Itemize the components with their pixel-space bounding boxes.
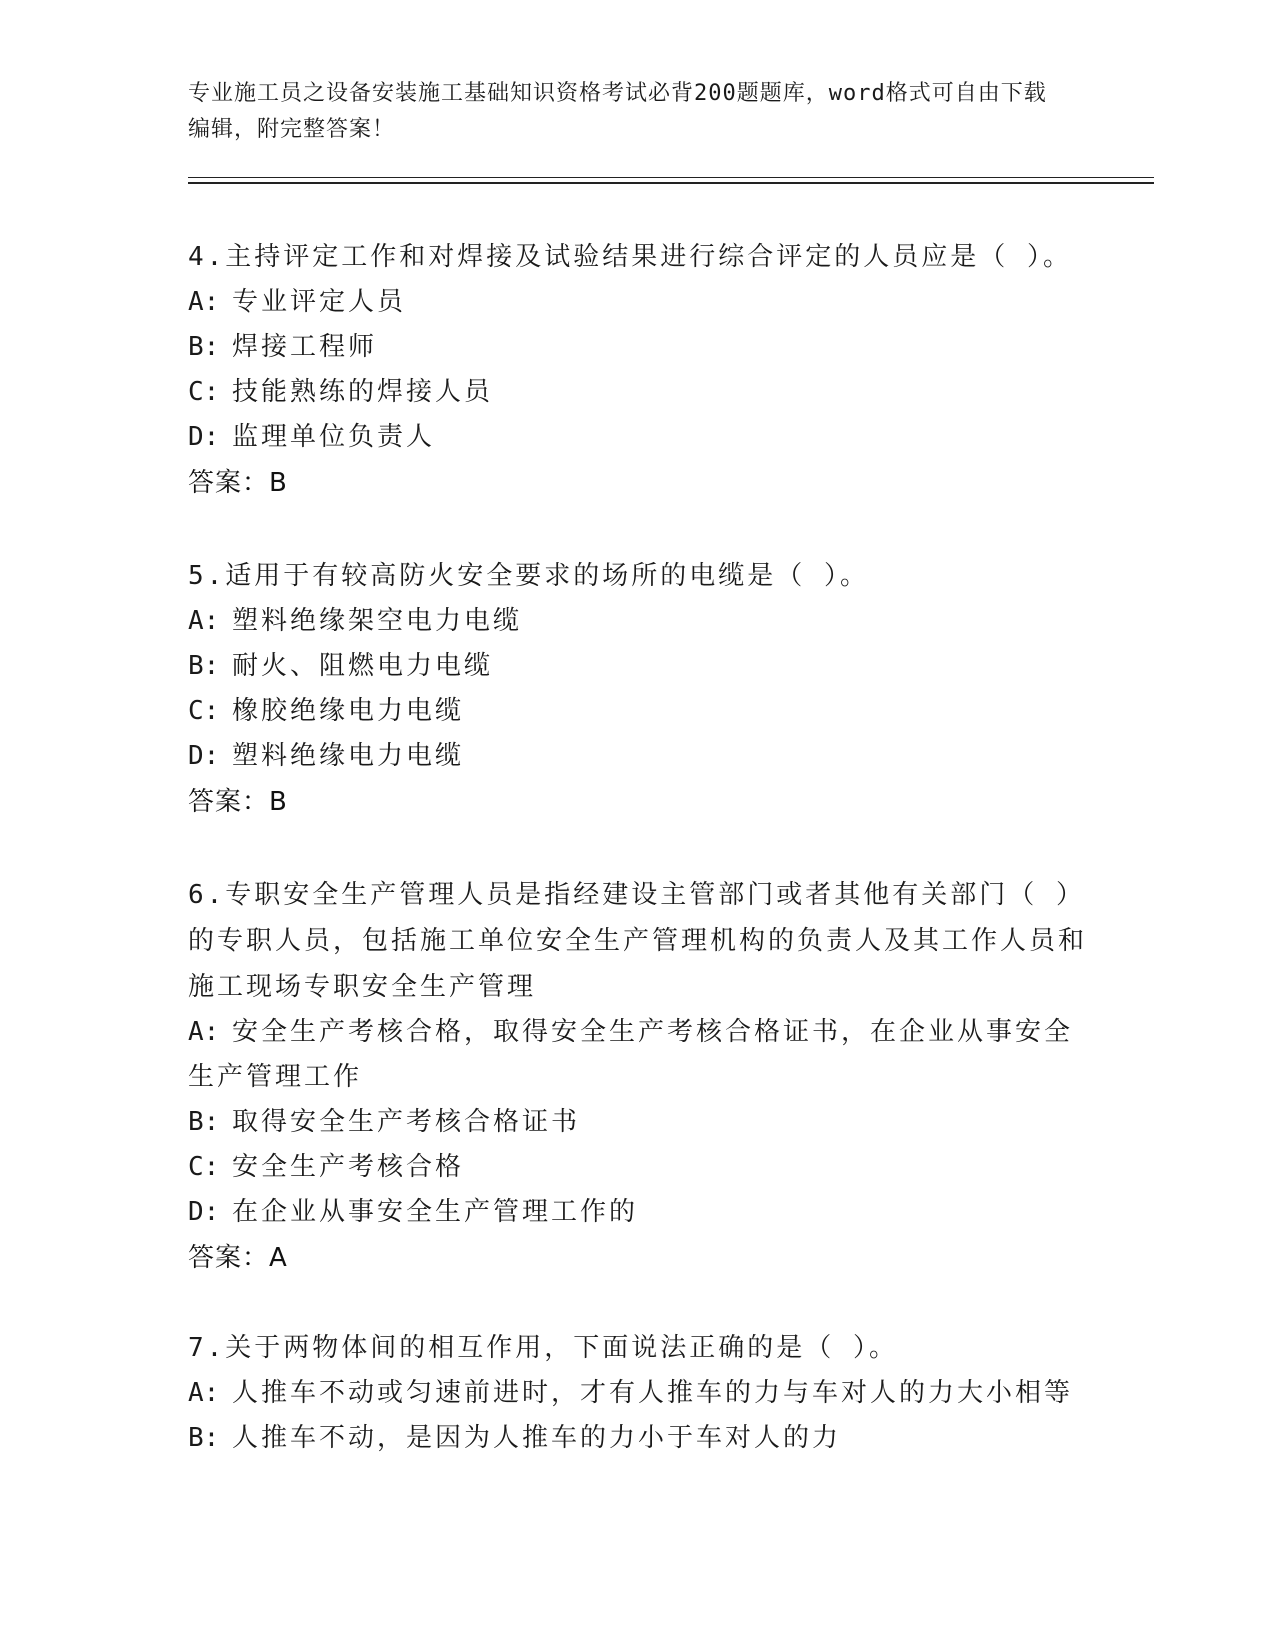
question-6 [188, 872, 1088, 1281]
answer-line: 答案：A [188, 1243, 288, 1273]
header-divider-thick [188, 182, 1154, 184]
option-a [188, 599, 1088, 644]
option-letter: A: [188, 606, 220, 636]
option-text: 在企业从事安全生产管理工作的 [232, 1197, 639, 1227]
option-letter: A: [188, 1378, 220, 1408]
option-a [188, 280, 1088, 325]
option-letter: C: [188, 377, 220, 407]
option-b [188, 325, 1088, 370]
answer-line: 答案：B [188, 787, 288, 817]
option-letter: C: [188, 696, 220, 726]
option-c [188, 689, 1088, 734]
question-stem: 5.适用于有较高防火安全要求的场所的电缆是（ ）。 [188, 561, 869, 591]
option-a [188, 1371, 1088, 1416]
option-letter: D: [188, 1197, 220, 1227]
option-d [188, 1190, 1088, 1235]
option-text: 技能熟练的焊接人员 [232, 377, 494, 407]
question-7 [188, 1325, 1088, 1461]
option-letter: A: [188, 287, 220, 317]
question-stem: 4.主持评定工作和对焊接及试验结果进行综合评定的人员应是（ ）。 [188, 242, 1072, 272]
answer-line: 答案：B [188, 468, 288, 498]
question-stem: 6.专职安全生产管理人员是指经建设主管部门或者其他有关部门（ ）的专职人员，包括施工单位安全生产管理机构的负责人及其工作人员和施工现场专职安全生产管理 [188, 880, 1088, 1002]
option-letter: B: [188, 651, 220, 681]
option-text: 人推车不动，是因为人推车的力小于车对人的力 [232, 1423, 842, 1453]
option-letter: A: [188, 1017, 220, 1047]
option-c [188, 1145, 1088, 1190]
document-header: 专业施工员之设备安装施工基础知识资格考试必背200题题库，word格式可自由下载编辑，附完整答案！ [188, 81, 1047, 142]
question-5 [188, 553, 1088, 825]
option-text: 塑料绝缘架空电力电缆 [232, 606, 523, 636]
option-text: 专业评定人员 [232, 287, 407, 317]
option-letter: B: [188, 1107, 220, 1137]
option-text: 橡胶绝缘电力电缆 [232, 696, 465, 726]
question-stem: 7.关于两物体间的相互作用，下面说法正确的是（ ）。 [188, 1333, 898, 1363]
option-letter: D: [188, 741, 220, 771]
option-b [188, 644, 1088, 689]
option-text: 耐火、阻燃电力电缆 [232, 651, 494, 681]
option-letter: B: [188, 1423, 220, 1453]
option-text: 塑料绝缘电力电缆 [232, 741, 465, 771]
option-text: 取得安全生产考核合格证书 [232, 1107, 581, 1137]
option-letter: B: [188, 332, 220, 362]
option-b [188, 1100, 1088, 1145]
option-a [188, 1010, 1088, 1100]
option-text: 焊接工程师 [232, 332, 378, 362]
option-b [188, 1416, 1088, 1461]
header-divider-thin [188, 177, 1154, 178]
option-letter: D: [188, 422, 220, 452]
option-text: 监理单位负责人 [232, 422, 436, 452]
option-letter: C: [188, 1152, 220, 1182]
option-c [188, 370, 1088, 415]
option-d [188, 734, 1088, 779]
option-text: 人推车不动或匀速前进时，才有人推车的力与车对人的力大小相等 [232, 1378, 1074, 1408]
option-d [188, 415, 1088, 460]
option-text: 安全生产考核合格 [232, 1152, 465, 1182]
question-4 [188, 234, 1088, 506]
option-text: 安全生产考核合格，取得安全生产考核合格证书，在企业从事安全生产管理工作 [188, 1017, 1074, 1092]
